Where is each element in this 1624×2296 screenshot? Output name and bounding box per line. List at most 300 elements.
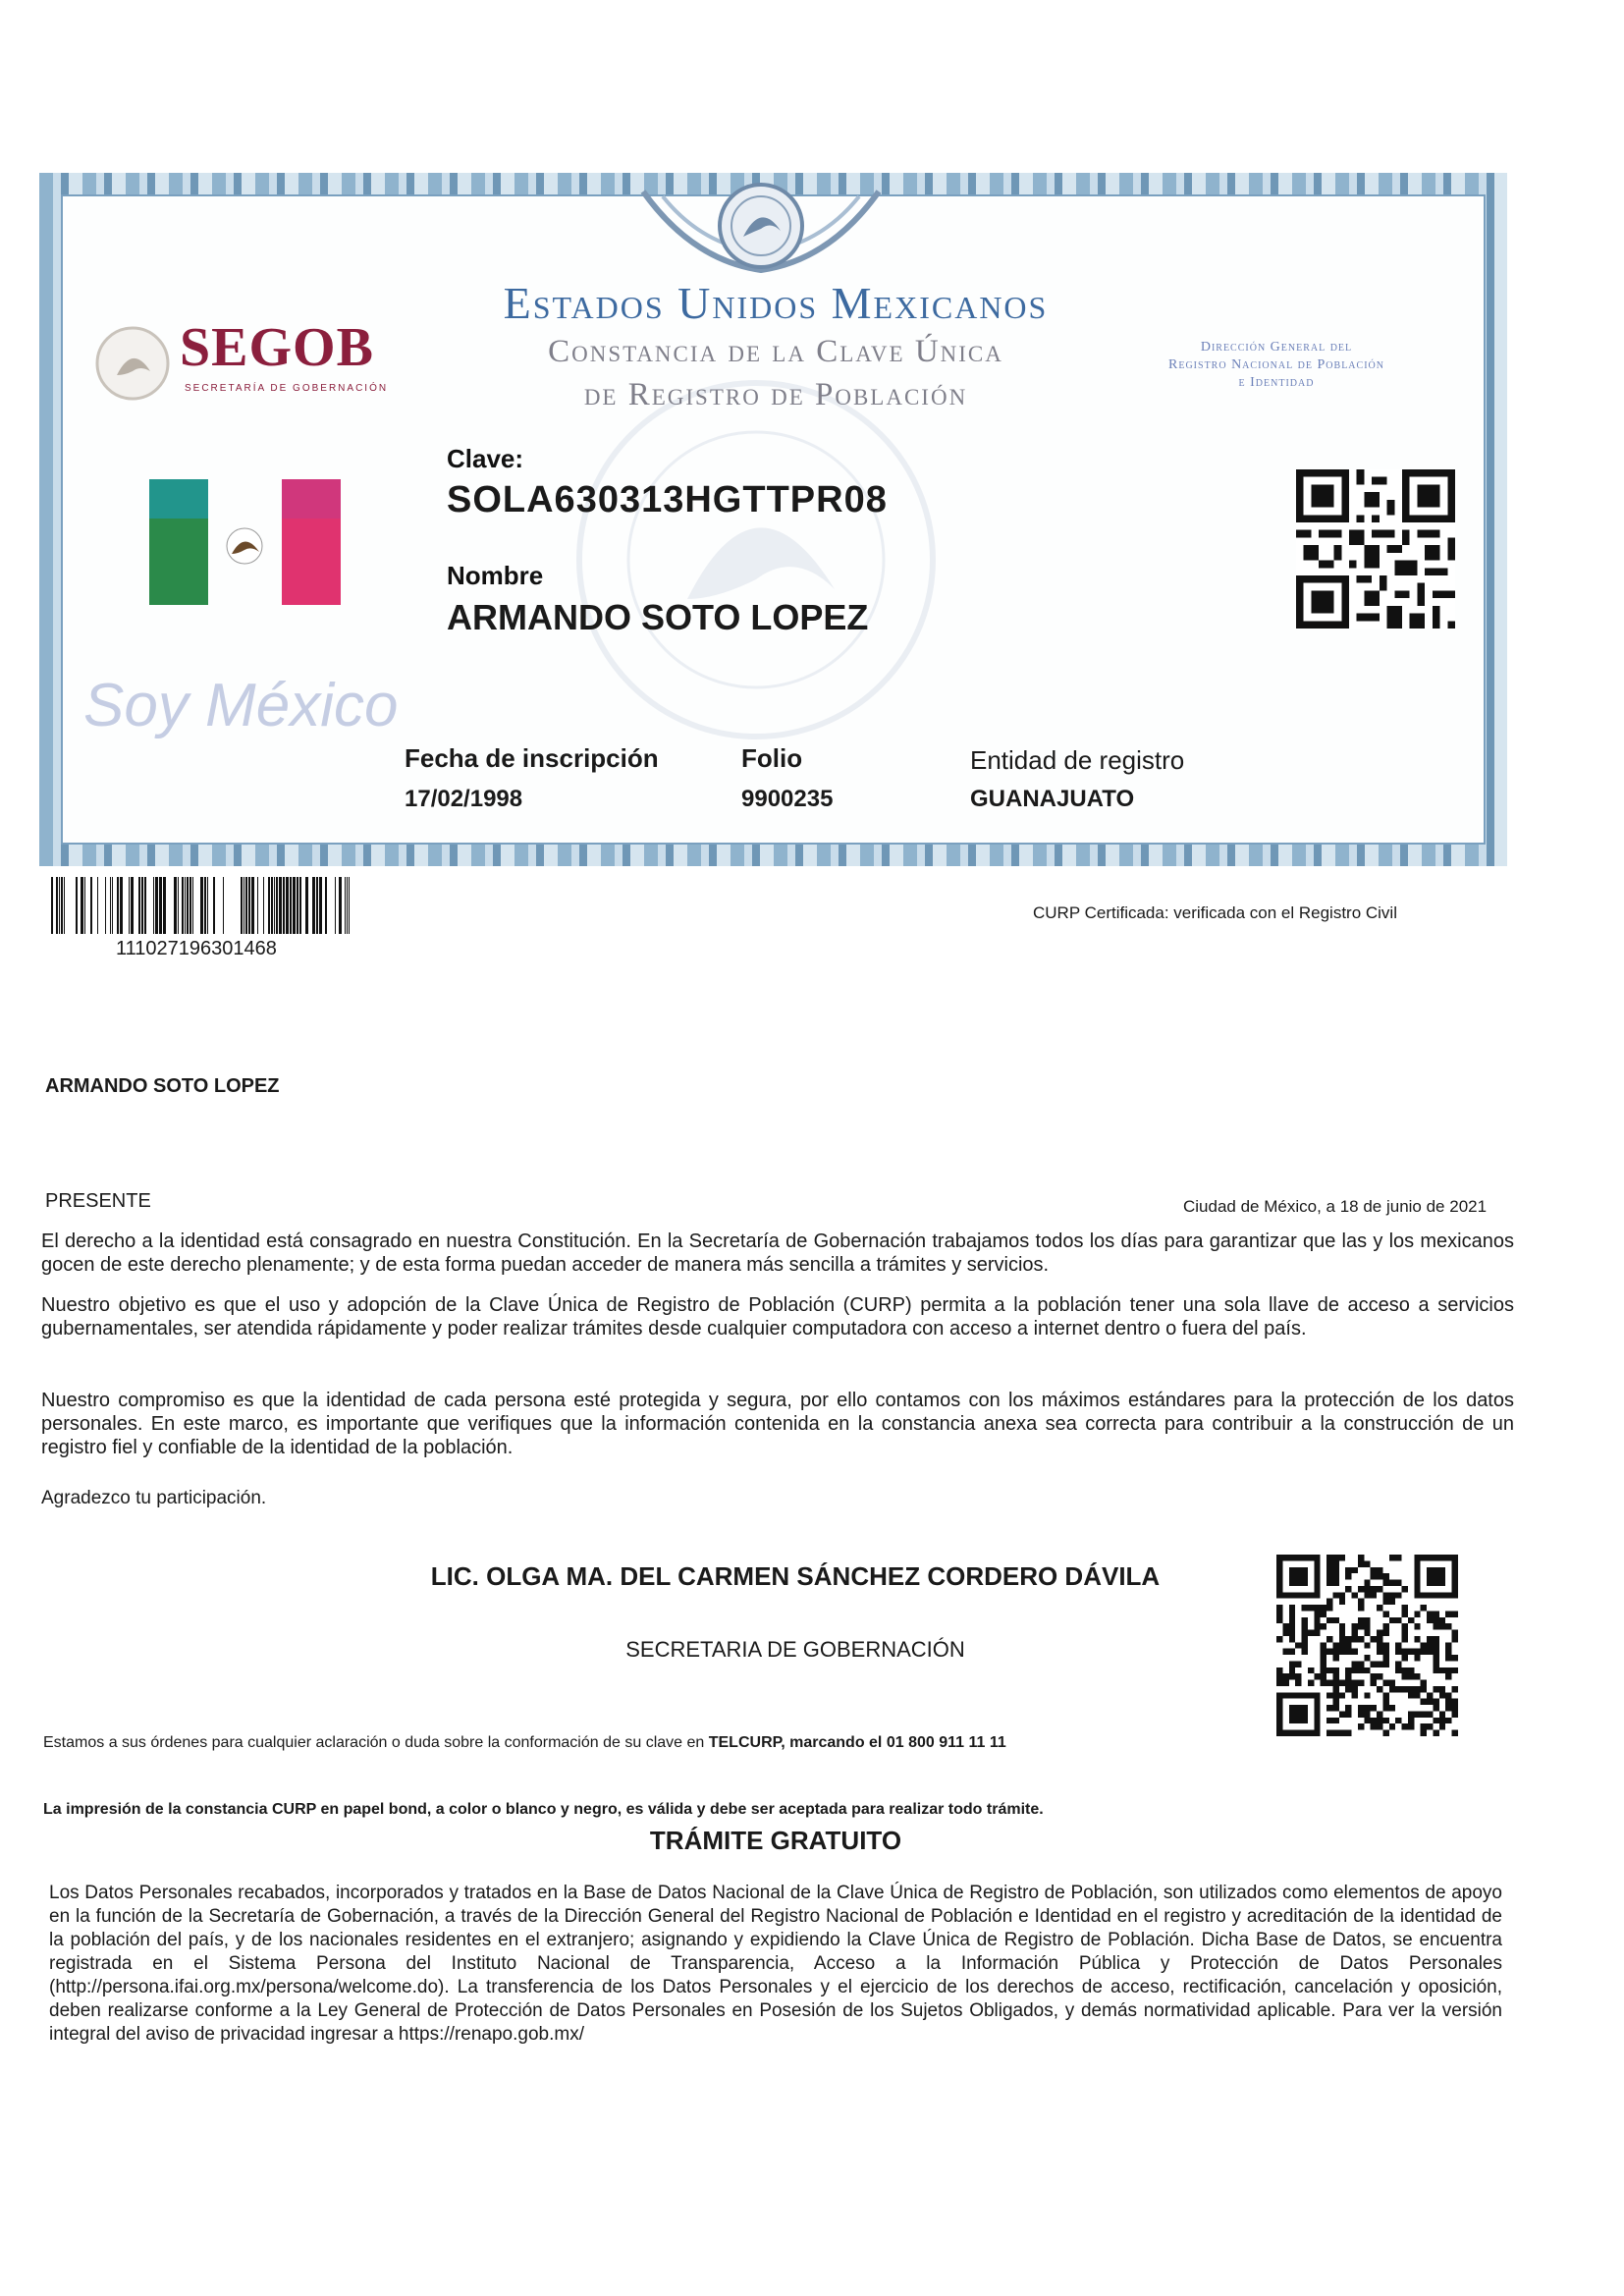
qr-module bbox=[1358, 1555, 1364, 1560]
qr-module bbox=[1377, 1661, 1382, 1667]
qr-module bbox=[1389, 1555, 1395, 1560]
qr-module bbox=[1382, 1580, 1388, 1586]
barcode-bar bbox=[189, 877, 191, 934]
qr-module bbox=[1326, 1649, 1332, 1655]
mexican-flag-icon bbox=[149, 479, 341, 605]
qr-module bbox=[1345, 1673, 1351, 1679]
qr-module bbox=[1395, 1661, 1401, 1667]
clave-value: SOLA630313HGTTPR08 bbox=[447, 479, 888, 520]
qr-module bbox=[1321, 1680, 1326, 1686]
qr-module bbox=[1433, 1667, 1438, 1673]
qr-module bbox=[1302, 1630, 1308, 1636]
qr-module bbox=[1326, 1667, 1332, 1673]
qr-module bbox=[1421, 1686, 1427, 1692]
qr-module bbox=[1439, 1692, 1445, 1698]
letter-date: Ciudad de México, a 18 de junio de 2021 bbox=[1183, 1197, 1488, 1216]
qr-module bbox=[1332, 1573, 1338, 1579]
qr-module bbox=[1295, 1673, 1301, 1679]
privacy-notice-paragraph: Los Datos Personales recabados, incorporados y tratados en la Base de Datos Nacional de la Clave Única de Registro de Población, son utilizados como elementos de apoyo en la función de la Secretaría de Gobernación, a través de la Dirección General del Registro Nacional de Población e Identidad en el registro y acreditación de la identidad de la población del país, y de los nacionales residentes en el extranjero; asignando y expidiendo la Clave Única de Registro de Población. Dicha Base de Datos, se encuentra registrada en el Sistema Persona del Instituto Nacional de Transparencia, Acceso a la Información Pública y Protección de Datos Personales (http://persona.ifai.org.mx/persona/welcome.do). La transferencia de los Datos Personales y el ejercicio de los derechos de acceso, rectificación, cancelación y oposición, deben realizarse conforme a la Ley General de Protección de Datos Personales en Posesión de los Sujetos Obligados, y demás normatividad aplicable. Para ver la versión integral del aviso de privacidad ingresar a https://renapo.gob.mx/ bbox=[49, 1883, 1502, 2045]
segob-logo: SEGOB bbox=[180, 317, 374, 378]
barcode-bar bbox=[129, 877, 130, 934]
qr-module bbox=[1377, 1673, 1382, 1679]
barcode-bar bbox=[274, 877, 275, 934]
qr-module bbox=[1439, 1686, 1445, 1692]
qr-code-icon bbox=[1276, 1555, 1458, 1736]
qr-module bbox=[1427, 1642, 1433, 1648]
qr-module bbox=[1352, 1686, 1358, 1692]
qr-module bbox=[1326, 1567, 1332, 1573]
qr-module bbox=[1345, 1573, 1351, 1579]
qr-module bbox=[1402, 1649, 1408, 1655]
qr-module bbox=[1358, 1661, 1364, 1667]
qr-module bbox=[1433, 1661, 1438, 1667]
qr-module bbox=[1433, 1730, 1438, 1736]
qr-module bbox=[1382, 1718, 1388, 1723]
qr-module bbox=[1371, 1723, 1377, 1729]
qr-module bbox=[1382, 1611, 1388, 1616]
barcode-bar bbox=[90, 877, 92, 934]
qr-module bbox=[1358, 1586, 1364, 1592]
qr-module bbox=[1364, 1623, 1370, 1629]
qr-module bbox=[1371, 1573, 1377, 1579]
qr-module bbox=[1433, 1655, 1438, 1661]
qr-module bbox=[1352, 1630, 1358, 1636]
qr-module bbox=[1445, 1705, 1451, 1711]
qr-module bbox=[1452, 1655, 1458, 1661]
barcode-bar bbox=[174, 877, 177, 934]
clave-label: Clave: bbox=[447, 444, 524, 473]
qr-module bbox=[1421, 1642, 1427, 1648]
barcode-bar bbox=[51, 877, 53, 934]
qr-module bbox=[1427, 1723, 1433, 1729]
qr-module bbox=[1382, 1649, 1388, 1655]
qr-module bbox=[1358, 1623, 1364, 1629]
qr-module bbox=[1295, 1680, 1301, 1686]
qr-module bbox=[1321, 1623, 1326, 1629]
qr-module bbox=[1408, 1649, 1414, 1655]
qr-module bbox=[1302, 1649, 1308, 1655]
qr-module bbox=[1421, 1730, 1427, 1736]
qr-module bbox=[1427, 1617, 1433, 1623]
title-document-line2: de Registro de Población bbox=[583, 377, 968, 412]
qr-module bbox=[1332, 1686, 1338, 1692]
qr-module bbox=[1452, 1730, 1458, 1736]
qr-module bbox=[1326, 1573, 1332, 1579]
qr-module bbox=[1389, 1705, 1395, 1711]
qr-module bbox=[1439, 1617, 1445, 1623]
qr-module bbox=[1414, 1673, 1420, 1679]
qr-module bbox=[1364, 1592, 1370, 1598]
qr-module bbox=[1439, 1723, 1445, 1729]
qr-module bbox=[1326, 1730, 1332, 1736]
qr-module bbox=[1302, 1623, 1308, 1629]
qr-module bbox=[1452, 1636, 1458, 1642]
qr-module bbox=[1445, 1718, 1451, 1723]
barcode-bar bbox=[276, 877, 278, 934]
qr-module bbox=[1308, 1630, 1314, 1636]
qr-module bbox=[1371, 1567, 1377, 1573]
qr-module bbox=[1395, 1555, 1401, 1560]
qr-module bbox=[1332, 1655, 1338, 1661]
qr-module bbox=[1358, 1723, 1364, 1729]
qr-module bbox=[1276, 1667, 1282, 1673]
qr-module bbox=[1326, 1692, 1332, 1698]
qr-module bbox=[1389, 1580, 1395, 1586]
qr-module bbox=[1308, 1680, 1314, 1686]
qr-module bbox=[1433, 1636, 1438, 1642]
qr-module bbox=[1371, 1586, 1377, 1592]
qr-module bbox=[1332, 1567, 1338, 1573]
qr-module bbox=[1289, 1617, 1295, 1623]
qr-module bbox=[1326, 1617, 1332, 1623]
barcode-bar bbox=[251, 877, 254, 934]
barcode-bar bbox=[97, 877, 98, 934]
qr-module bbox=[1332, 1592, 1338, 1598]
nombre-label: Nombre bbox=[447, 561, 544, 590]
barcode-bar bbox=[268, 877, 270, 934]
qr-module bbox=[1445, 1649, 1451, 1655]
qr-module bbox=[1414, 1623, 1420, 1629]
qr-module bbox=[1289, 1611, 1295, 1616]
qr-module bbox=[1402, 1611, 1408, 1616]
qr-module bbox=[1414, 1692, 1420, 1698]
barcode-bar bbox=[144, 877, 146, 934]
qr-module bbox=[1389, 1723, 1395, 1729]
qr-module bbox=[1382, 1623, 1388, 1629]
addressee-name: ARMANDO SOTO LOPEZ bbox=[45, 1075, 280, 1097]
closing-thanks: Agradezco tu participación. bbox=[41, 1488, 267, 1508]
qr-module bbox=[1408, 1718, 1414, 1723]
qr-module bbox=[1421, 1649, 1427, 1655]
qr-module bbox=[1389, 1599, 1395, 1605]
qr-module bbox=[1321, 1673, 1326, 1679]
qr-module bbox=[1321, 1649, 1326, 1655]
barcode-bar bbox=[257, 877, 258, 934]
barcode-bar bbox=[178, 877, 179, 934]
qr-module bbox=[1364, 1560, 1370, 1566]
qr-module bbox=[1408, 1711, 1414, 1717]
qr-module bbox=[1433, 1623, 1438, 1629]
qr-module bbox=[1332, 1560, 1338, 1566]
qr-module bbox=[1352, 1680, 1358, 1686]
qr-module bbox=[1452, 1699, 1458, 1705]
barcode-bar bbox=[345, 877, 346, 934]
qr-module bbox=[1395, 1642, 1401, 1648]
barcode-bar bbox=[286, 877, 289, 934]
qr-module bbox=[1433, 1617, 1438, 1623]
qr-module bbox=[1345, 1586, 1351, 1592]
qr-module bbox=[1352, 1636, 1358, 1642]
barcode-bar bbox=[319, 877, 322, 934]
qr-module bbox=[1276, 1617, 1282, 1623]
qr-module bbox=[1345, 1642, 1351, 1648]
barcode-bar bbox=[81, 877, 83, 934]
barcode-bar bbox=[200, 877, 203, 934]
qr-module bbox=[1439, 1718, 1445, 1723]
qr-module bbox=[1402, 1673, 1408, 1679]
qr-module bbox=[1358, 1599, 1364, 1605]
qr-module bbox=[1339, 1642, 1345, 1648]
qr-module bbox=[1321, 1667, 1326, 1673]
qr-module bbox=[1364, 1711, 1370, 1717]
entidad-registro-value: GUANAJUATO bbox=[970, 786, 1135, 812]
barcode-bar bbox=[299, 877, 301, 934]
signatory-title: SECRETARIA DE GOBERNACIÓN bbox=[625, 1637, 965, 1662]
paragraph-commitment: Nuestro compromiso es que la identidad de cada persona esté protegida y segura, por ello contamos con los máximos estándares para la protección de los datos personales. En este marco, es importante que verifiques que la información contenida en la constancia anexa sea correcta para contribuir a la construcción de un registro fiel y confiable de la identidad de la población. bbox=[41, 1390, 1514, 1458]
qr-module bbox=[1364, 1580, 1370, 1586]
qr-module bbox=[1377, 1649, 1382, 1655]
qr-module bbox=[1358, 1705, 1364, 1711]
title-document-line1: Constancia de la Clave Única bbox=[548, 334, 1003, 369]
qr-module bbox=[1314, 1605, 1320, 1611]
qr-module bbox=[1326, 1705, 1332, 1711]
qr-module bbox=[1364, 1692, 1370, 1698]
qr-module bbox=[1364, 1630, 1370, 1636]
barcode-bar bbox=[293, 877, 296, 934]
qr-module bbox=[1339, 1592, 1345, 1598]
barcode-bar bbox=[297, 877, 298, 934]
renapo-line: e Identidad bbox=[1238, 375, 1315, 390]
qr-module bbox=[1339, 1623, 1345, 1629]
barcode-bar bbox=[335, 877, 336, 934]
qr-module bbox=[1402, 1667, 1408, 1673]
qr-module bbox=[1326, 1599, 1332, 1605]
qr-module bbox=[1326, 1605, 1332, 1611]
fecha-inscripcion-value: 17/02/1998 bbox=[405, 786, 523, 812]
qr-module bbox=[1395, 1718, 1401, 1723]
qr-module bbox=[1371, 1661, 1377, 1667]
qr-module bbox=[1408, 1692, 1414, 1698]
qr-module bbox=[1421, 1723, 1427, 1729]
qr-module bbox=[1408, 1686, 1414, 1692]
qr-module bbox=[1289, 1630, 1295, 1636]
qr-module bbox=[1339, 1711, 1345, 1717]
qr-module bbox=[1289, 1623, 1295, 1629]
qr-module bbox=[1389, 1686, 1395, 1692]
qr-module bbox=[1352, 1661, 1358, 1667]
qr-module bbox=[1395, 1667, 1401, 1673]
barcode-bar bbox=[59, 877, 60, 934]
qr-module bbox=[1377, 1711, 1382, 1717]
barcode-bar bbox=[76, 877, 78, 934]
barcode-bar bbox=[312, 877, 315, 934]
qr-module bbox=[1377, 1718, 1382, 1723]
qr-module bbox=[1314, 1611, 1320, 1616]
qr-module bbox=[1389, 1680, 1395, 1686]
qr-module bbox=[1371, 1705, 1377, 1711]
qr-module bbox=[1308, 1605, 1314, 1611]
qr-module bbox=[1321, 1611, 1326, 1616]
qr-module bbox=[1289, 1605, 1295, 1611]
qr-module bbox=[1433, 1686, 1438, 1692]
qr-module bbox=[1433, 1699, 1438, 1705]
qr-module bbox=[1377, 1686, 1382, 1692]
qr-module bbox=[1439, 1711, 1445, 1717]
qr-module bbox=[1395, 1649, 1401, 1655]
qr-module bbox=[1445, 1692, 1451, 1698]
barcode-bar bbox=[138, 877, 140, 934]
barcode-bar bbox=[56, 877, 58, 934]
barcode-bar bbox=[283, 877, 285, 934]
barcode-bar bbox=[187, 877, 189, 934]
title-country: Estados Unidos Mexicanos bbox=[503, 278, 1049, 328]
qr-module bbox=[1377, 1642, 1382, 1648]
qr-module bbox=[1402, 1630, 1408, 1636]
qr-module bbox=[1452, 1711, 1458, 1717]
qr-module bbox=[1326, 1636, 1332, 1642]
barcode-bar bbox=[316, 877, 318, 934]
qr-module bbox=[1445, 1673, 1451, 1679]
qr-module bbox=[1377, 1630, 1382, 1636]
qr-module bbox=[1382, 1630, 1388, 1636]
qr-module bbox=[1339, 1730, 1345, 1736]
qr-module bbox=[1377, 1586, 1382, 1592]
qr-module bbox=[1377, 1573, 1382, 1579]
contact-info bbox=[43, 1734, 1006, 1752]
qr-module bbox=[1321, 1605, 1326, 1611]
qr-module bbox=[1371, 1673, 1377, 1679]
qr-module bbox=[1345, 1680, 1351, 1686]
qr-module bbox=[1382, 1705, 1388, 1711]
qr-module bbox=[1326, 1555, 1332, 1560]
qr-module bbox=[1332, 1730, 1338, 1736]
barcode-bar bbox=[241, 877, 243, 934]
qr-module bbox=[1295, 1642, 1301, 1648]
qr-module bbox=[1345, 1567, 1351, 1573]
qr-module bbox=[1414, 1655, 1420, 1661]
qr-module bbox=[1358, 1636, 1364, 1642]
barcode-bar bbox=[61, 877, 63, 934]
qr-module bbox=[1332, 1680, 1338, 1686]
qr-module bbox=[1339, 1649, 1345, 1655]
qr-module bbox=[1314, 1630, 1320, 1636]
qr-module bbox=[1358, 1667, 1364, 1673]
qr-module bbox=[1427, 1699, 1433, 1705]
barcode-bar bbox=[325, 877, 327, 934]
barcode-bar bbox=[245, 877, 247, 934]
qr-module bbox=[1321, 1661, 1326, 1667]
qr-module bbox=[1414, 1686, 1420, 1692]
qr-module bbox=[1326, 1718, 1332, 1723]
qr-module bbox=[1345, 1649, 1351, 1655]
renapo-heading bbox=[1119, 339, 1434, 392]
seal-watermark-icon bbox=[520, 373, 992, 746]
qr-module bbox=[1427, 1611, 1433, 1616]
barcode-bar bbox=[271, 877, 273, 934]
qr-module bbox=[1352, 1592, 1358, 1598]
qr-module bbox=[1332, 1705, 1338, 1711]
qr-module bbox=[1382, 1599, 1388, 1605]
qr-module bbox=[1302, 1636, 1308, 1642]
qr-module bbox=[1358, 1560, 1364, 1566]
qr-module bbox=[1439, 1667, 1445, 1673]
qr-module bbox=[1302, 1617, 1308, 1623]
qr-module bbox=[1408, 1723, 1414, 1729]
qr-module bbox=[1371, 1636, 1377, 1642]
barcode-bar bbox=[204, 877, 206, 934]
qr-module bbox=[1345, 1705, 1351, 1711]
qr-module bbox=[1395, 1592, 1401, 1598]
qr-module bbox=[1332, 1667, 1338, 1673]
qr-module bbox=[1339, 1680, 1345, 1686]
qr-module bbox=[1352, 1567, 1358, 1573]
qr-module bbox=[1371, 1592, 1377, 1598]
qr-module bbox=[1402, 1623, 1408, 1629]
qr-module bbox=[1377, 1605, 1382, 1611]
barcode-bar bbox=[120, 877, 123, 934]
entidad-registro-label: Entidad de registro bbox=[970, 745, 1185, 775]
qr-module bbox=[1402, 1636, 1408, 1642]
qr-module bbox=[1395, 1686, 1401, 1692]
qr-module bbox=[1332, 1673, 1338, 1679]
qr-module bbox=[1364, 1617, 1370, 1623]
qr-module bbox=[1352, 1667, 1358, 1673]
qr-module bbox=[1445, 1655, 1451, 1661]
barcode-bar bbox=[131, 877, 134, 934]
qr-module bbox=[1364, 1718, 1370, 1723]
curp-certificada-note: CURP Certificada: verificada con el Registro Civil bbox=[1033, 903, 1397, 922]
qr-module bbox=[1433, 1649, 1438, 1655]
qr-module bbox=[1414, 1711, 1420, 1717]
qr-module bbox=[1321, 1642, 1326, 1648]
qr-module bbox=[1332, 1555, 1338, 1560]
paragraph-objective: Nuestro objetivo es que el uso y adopción de la Clave Única de Registro de Población (CURP) permita a la población tener una sola llave de acceso a servicios gubernamentales, ser atendida rápidamente y poder realizar trámites desde cualquier computadora con acceso a internet dentro o fuera del país. bbox=[41, 1294, 1514, 1339]
qr-module bbox=[1364, 1642, 1370, 1648]
qr-module bbox=[1452, 1611, 1458, 1616]
qr-module bbox=[1282, 1680, 1288, 1686]
qr-module bbox=[1427, 1649, 1433, 1655]
qr-module bbox=[1276, 1680, 1282, 1686]
qr-module bbox=[1395, 1580, 1401, 1586]
qr-module bbox=[1408, 1673, 1414, 1679]
qr-module bbox=[1332, 1718, 1338, 1723]
qr-module bbox=[1382, 1692, 1388, 1698]
qr-module bbox=[1345, 1711, 1351, 1717]
qr-module bbox=[1314, 1623, 1320, 1629]
tramite-gratuito-heading: TRÁMITE GRATUITO bbox=[649, 1826, 902, 1855]
qr-module bbox=[1414, 1611, 1420, 1616]
fecha-inscripcion-label: Fecha de inscripción bbox=[405, 743, 659, 773]
qr-module bbox=[1408, 1617, 1414, 1623]
renapo-line: Registro Nacional de Población bbox=[1168, 357, 1384, 372]
qr-module bbox=[1364, 1655, 1370, 1661]
qr-module bbox=[1414, 1649, 1420, 1655]
qr-module bbox=[1358, 1680, 1364, 1686]
barcode-bar bbox=[192, 877, 193, 934]
barcode-bar bbox=[117, 877, 119, 934]
qr-module bbox=[1382, 1661, 1388, 1667]
qr-module bbox=[1382, 1592, 1388, 1598]
qr-module bbox=[1364, 1586, 1370, 1592]
barcode-bar bbox=[153, 877, 154, 934]
qr-module bbox=[1421, 1680, 1427, 1686]
paragraph-identity-right: El derecho a la identidad está consagrado en nuestra Constitución. En la Secretaría de Gobernación trabajamos todos los días para garantizar que las y los mexicanos gocen de este derecho plenamente; y de esta forma puedan acceder de manera más sencilla a trámites y servicios. bbox=[41, 1230, 1514, 1276]
qr-module bbox=[1452, 1667, 1458, 1673]
qr-module bbox=[1345, 1636, 1351, 1642]
barcode-bar bbox=[110, 877, 111, 934]
qr-module bbox=[1421, 1711, 1427, 1717]
qr-module bbox=[1345, 1667, 1351, 1673]
barcode-bar bbox=[347, 877, 348, 934]
qr-module bbox=[1276, 1611, 1282, 1616]
qr-module bbox=[1445, 1667, 1451, 1673]
renapo-line: Dirección General del bbox=[1200, 340, 1353, 355]
national-crest-icon bbox=[633, 172, 889, 280]
qr-module bbox=[1358, 1617, 1364, 1623]
qr-module bbox=[1339, 1692, 1345, 1698]
qr-module bbox=[1433, 1705, 1438, 1711]
qr-module bbox=[1439, 1623, 1445, 1629]
